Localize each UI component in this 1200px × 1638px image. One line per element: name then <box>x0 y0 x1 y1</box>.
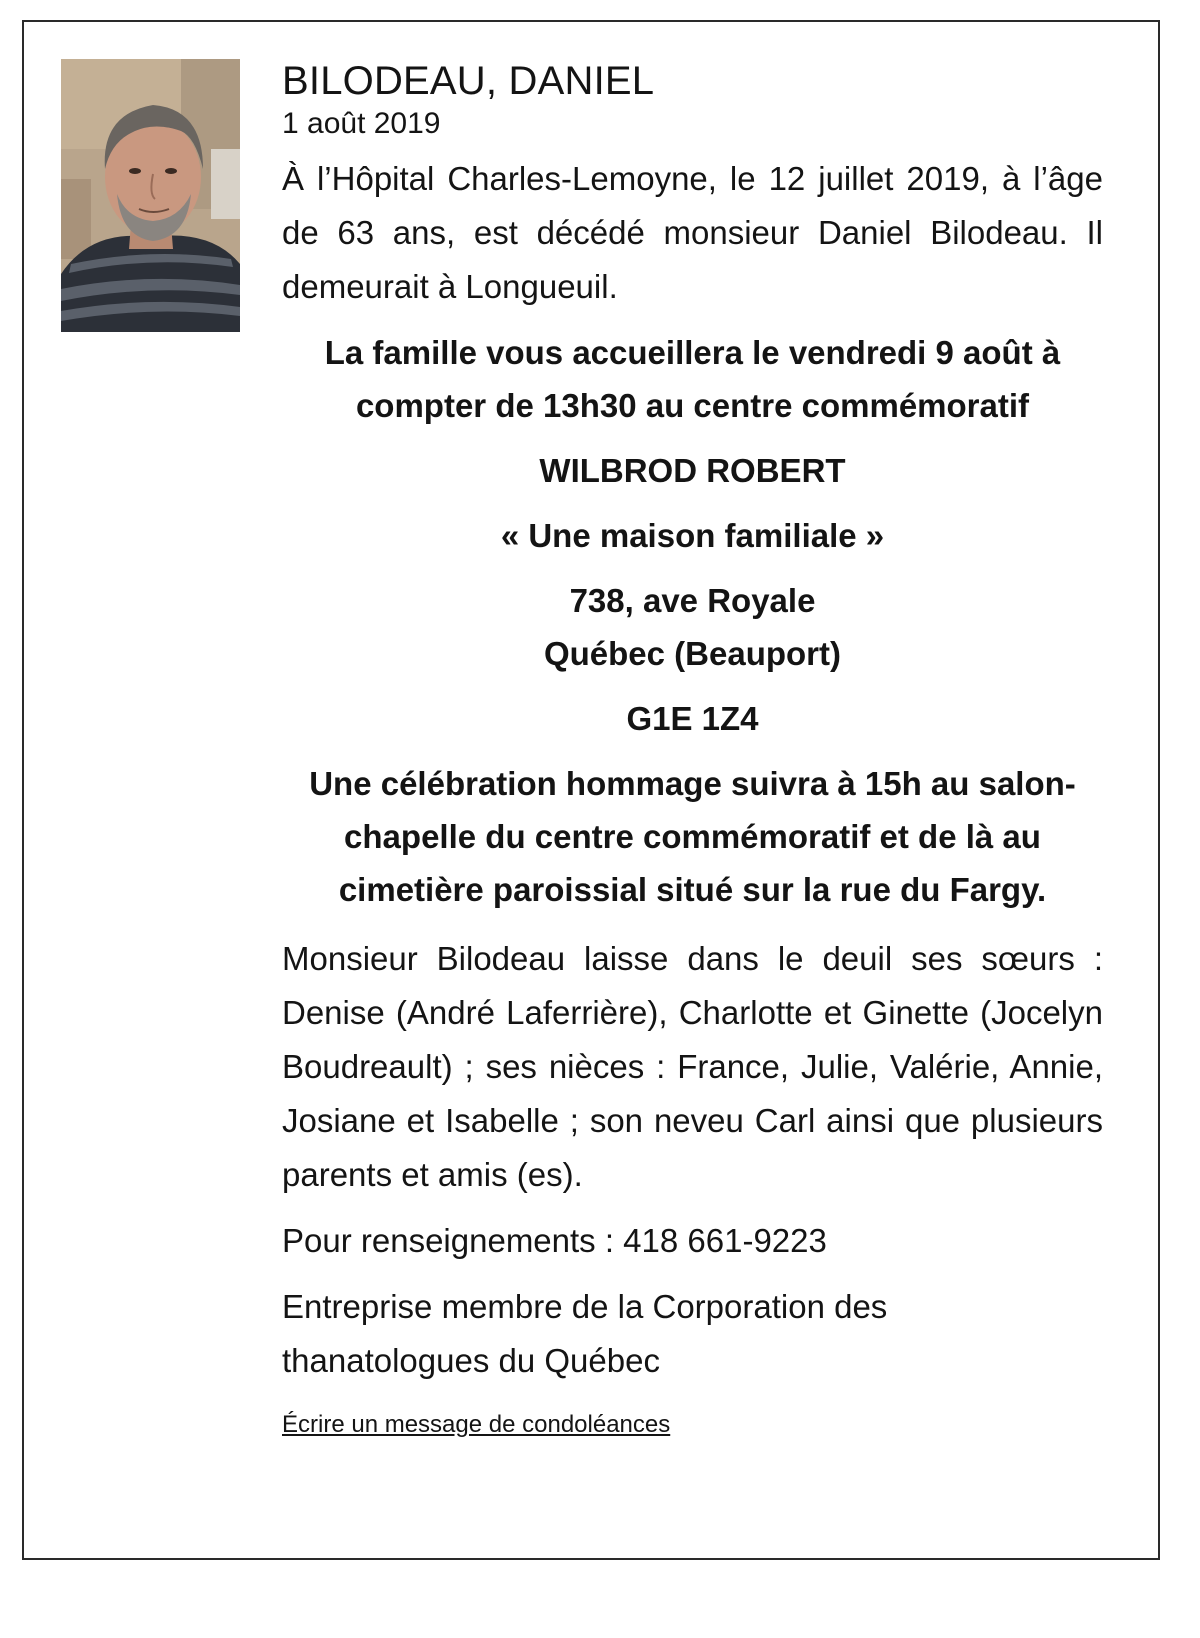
address-city: Québec (Beauport) <box>543 635 842 672</box>
intro-paragraph: À l’Hôpital Charles-Lemoyne, le 12 juillet 2019, à l’âge de 63 ans, est décédé monsieur Daniel Bilodeau. Il demeurait à Longueuil. <box>282 160 1103 305</box>
published-date: 1 août 2019 <box>282 107 441 140</box>
address-street: 738, ave Royale <box>569 582 816 619</box>
portrait-photo <box>61 59 240 332</box>
membership-statement: Entreprise membre de la Corporation des thanatologues du Québec <box>282 1288 888 1379</box>
funeral-home-name: WILBROD ROBERT <box>539 452 846 489</box>
ceremony-notice: Une célébration hommage suivra à 15h au salon-chapelle du centre commémoratif et de là au cimetière paroissial situé sur la rue du Fargy. <box>309 765 1076 908</box>
address-postal-code: G1E 1Z4 <box>626 700 759 737</box>
deceased-name: BILODEAU, DANIEL <box>282 59 655 103</box>
write-condolences-link[interactable]: Écrire un message de condoléances <box>282 1411 671 1438</box>
info-phone-line: Pour renseignements : 418 661-9223 <box>282 1222 827 1259</box>
visitation-notice: La famille vous accueillera le vendredi 9 août à compter de 13h30 au centre commémoratif <box>324 334 1061 424</box>
obituary-content <box>282 56 1103 1440</box>
survivors-paragraph: Monsieur Bilodeau laisse dans le deuil ses sœurs : Denise (André Laferrière), Charlotte et Ginette (Jocelyn Boudreault) ; ses nièces : France, Julie, Valérie, Annie, Josiane et Isabelle ; son neveu Carl ainsi que plusieurs parents et amis (es). <box>282 940 1103 1193</box>
obituary-card <box>22 20 1160 1560</box>
funeral-home-slogan: « Une maison familiale » <box>500 517 885 554</box>
